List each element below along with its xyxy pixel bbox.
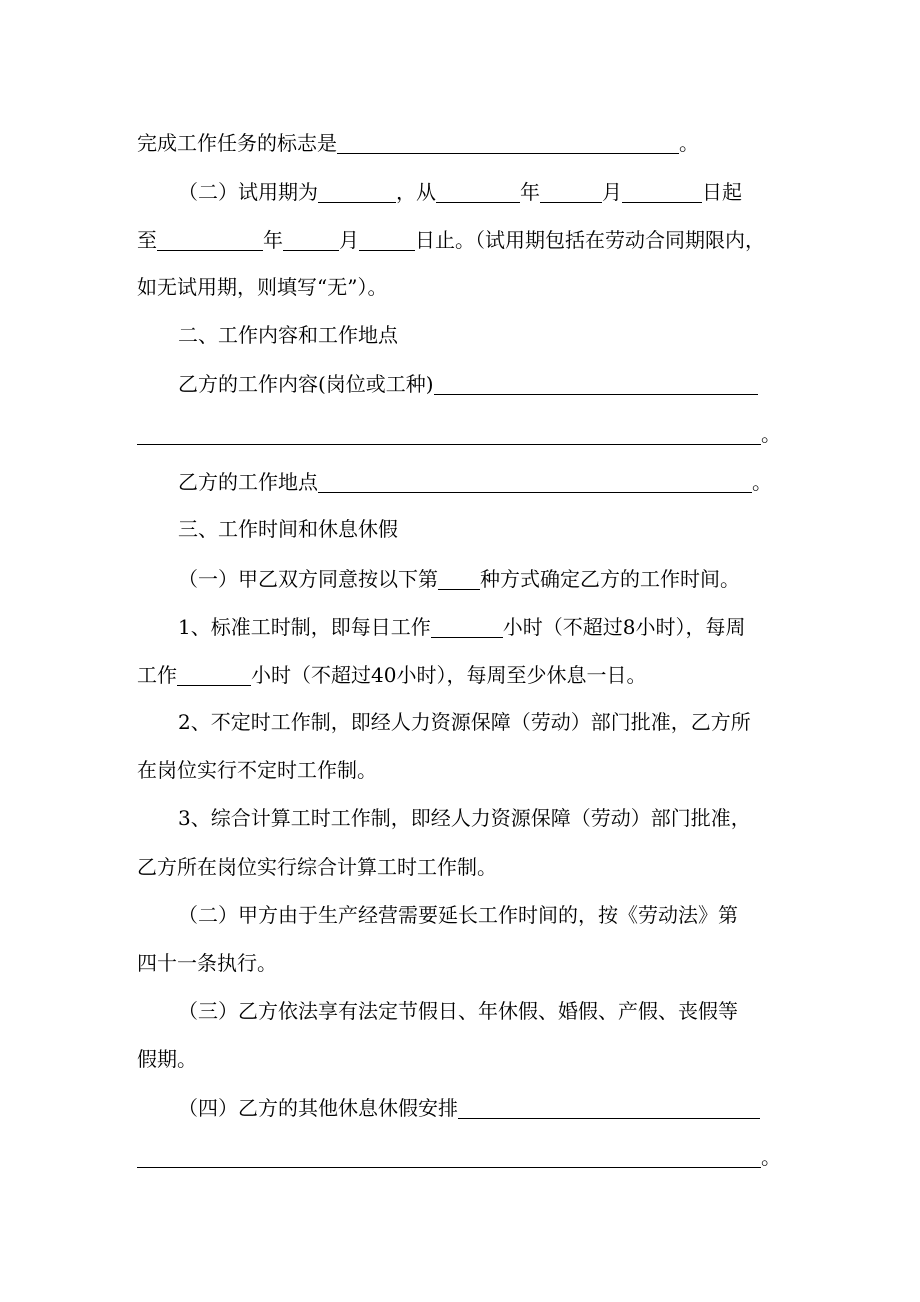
text-line [137, 127, 699, 157]
line-text: 3、综合计算工时工作制，即经人力资源保障（劳动）部门批准， [178, 806, 751, 830]
line-text: 2、不定时工作制，即经人力资源保障（劳动）部门批准，乙方所 [178, 710, 751, 734]
line-text: 月 [602, 180, 622, 204]
line-text: 四十一条执行。 [137, 951, 277, 975]
text-line [137, 1141, 781, 1171]
section-heading [178, 320, 398, 350]
line-text: 乙方所在岗位实行综合计算工时工作制。 [137, 855, 497, 879]
text-line [178, 996, 738, 1026]
fill-in-blank[interactable] [157, 228, 263, 251]
text-line [178, 563, 740, 593]
text-line [137, 224, 765, 254]
text-line [137, 755, 377, 785]
fill-in-blank[interactable] [438, 567, 480, 590]
fill-in-blank[interactable] [283, 228, 339, 251]
text-line [137, 418, 781, 448]
line-text: 至 [137, 228, 157, 252]
line-text: 三、工作时间和休息休假 [178, 517, 398, 541]
line-text: 日起 [702, 180, 742, 204]
line-text: 二、工作内容和工作地点 [178, 323, 398, 347]
fill-in-blank[interactable] [540, 180, 602, 203]
line-text: 工作 [137, 663, 177, 687]
line-text: 乙方的工作地点 [178, 470, 318, 494]
line-text: 月 [339, 228, 359, 252]
fill-in-blank[interactable] [137, 1145, 761, 1168]
line-text: 日止。（试用期包括在劳动合同期限内， [415, 228, 765, 252]
text-line [178, 176, 742, 206]
text-line [178, 466, 772, 496]
fill-in-blank[interactable] [436, 180, 520, 203]
line-text: ，从 [396, 180, 436, 204]
line-text: （二）试用期为 [178, 180, 318, 204]
fill-in-blank[interactable] [458, 1096, 760, 1119]
line-text: （四）乙方的其他休息休假安排 [178, 1096, 458, 1120]
fill-in-blank[interactable] [359, 228, 415, 251]
text-line [137, 852, 497, 882]
text-line [137, 659, 646, 689]
text-line [178, 611, 745, 641]
line-text: 1、标准工时制，即每日工作 [178, 615, 431, 639]
fill-in-blank[interactable] [337, 131, 679, 154]
line-text: 种方式确定乙方的工作时间。 [480, 567, 740, 591]
text-line [137, 272, 387, 302]
line-text: （一）甲乙双方同意按以下第 [178, 567, 438, 591]
line-text: 如无试用期，则填写“无”）。 [137, 275, 388, 299]
text-line [178, 803, 751, 833]
line-text: 小时（不超过40小时），每周至少休息一日。 [251, 663, 647, 687]
text-line [178, 1092, 760, 1122]
line-text: 。 [761, 1145, 781, 1169]
line-text: 年 [263, 228, 283, 252]
line-text: （二）甲方由于生产经营需要延长工作时间的，按《劳动法》第 [178, 903, 738, 927]
text-line [178, 707, 751, 737]
text-line [137, 1044, 197, 1074]
line-text: 。 [752, 470, 772, 494]
fill-in-blank[interactable] [177, 663, 251, 686]
section-heading [178, 514, 398, 544]
line-text: 。 [679, 131, 699, 155]
text-line [178, 368, 758, 398]
line-text: 。 [761, 422, 781, 446]
line-text: 小时（不超过8小时），每周 [502, 615, 746, 639]
line-text: （三）乙方依法享有法定节假日、年休假、婚假、产假、丧假等 [178, 999, 738, 1023]
line-text: 在岗位实行不定时工作制。 [137, 758, 377, 782]
fill-in-blank[interactable] [434, 372, 758, 395]
fill-in-blank[interactable] [318, 180, 396, 203]
fill-in-blank[interactable] [318, 470, 752, 493]
line-text: 乙方的工作内容(岗位或工种) [178, 372, 434, 396]
fill-in-blank[interactable] [622, 180, 702, 203]
fill-in-blank[interactable] [137, 422, 761, 445]
text-line [137, 948, 277, 978]
line-text: 假期。 [137, 1047, 197, 1071]
fill-in-blank[interactable] [431, 615, 503, 638]
line-text: 完成工作任务的标志是 [137, 131, 337, 155]
line-text: 年 [520, 180, 540, 204]
text-line [178, 900, 738, 930]
